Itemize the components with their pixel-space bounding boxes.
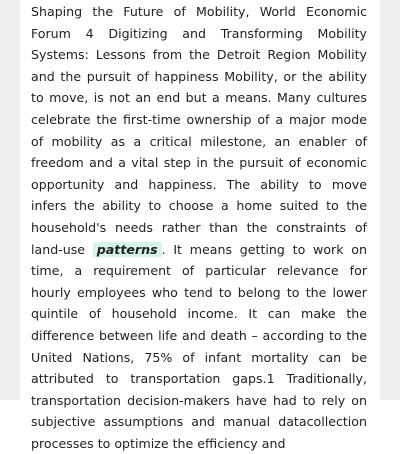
paragraph-text-before: Shaping the Future of Mobility, World Economic Forum 4 Digitizing and Transforming Mobility Systems: Lessons from the Detroit Region Mobility and the pursuit of happiness Mobility, or the ability to move, is not an end but a means. Many cultures celebrate the first-time ownership of a major mode of mobility as a critical milestone, an enabler of freedom and a vital step in the pursuit of economic opportunity and happiness. The ability to move infers the ability to choose a home suited to the household's needs rather than the constraints of land-use	[31, 4, 367, 257]
highlighted-word[interactable]: patterns	[93, 242, 162, 257]
document-text	[31, 1, 367, 454]
right-margin	[380, 0, 400, 400]
body-paragraph	[31, 1, 367, 454]
left-margin	[0, 0, 20, 400]
paragraph-text-after: . It means getting to work on time, a requirement of particular relevance for hourly employees who tend to belong to the lower quintile of household income. It can make the difference between life and death – according to the United Nations, 75% of infant mortality can be attributed to transportation gaps.1 Traditionally, transportation decision-makers have had to rely on subjective assumptions and manual datacollection processes to optimize the efficiency and	[31, 241, 367, 451]
